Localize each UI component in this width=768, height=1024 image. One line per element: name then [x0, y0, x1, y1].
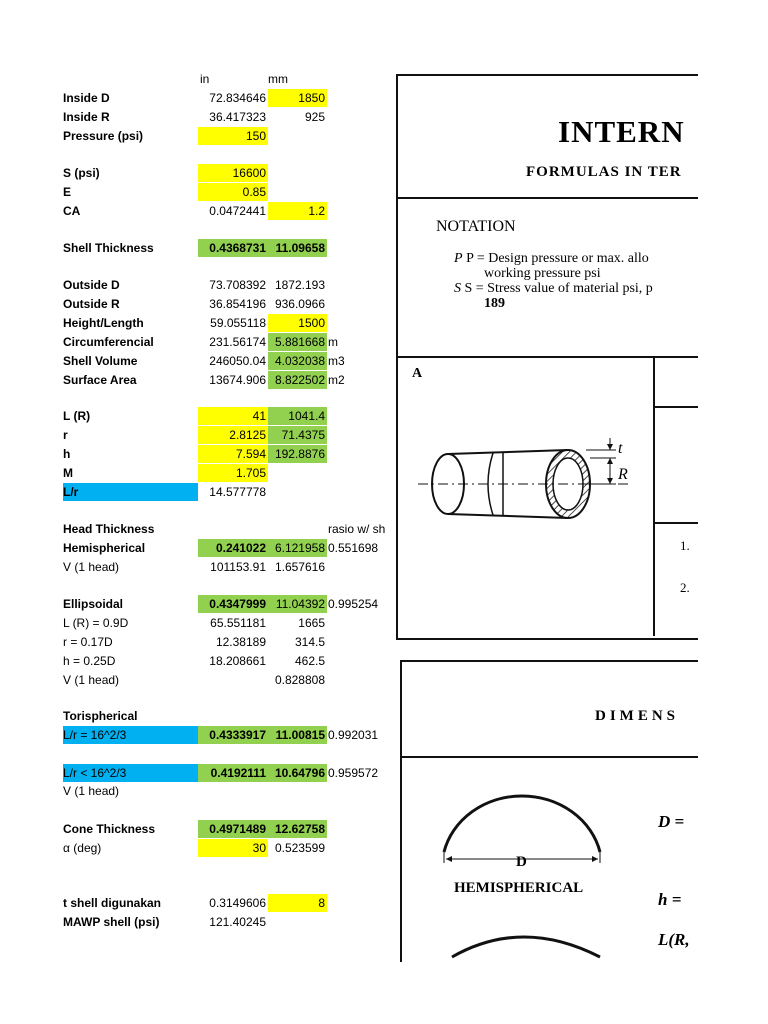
notation-heading: NOTATION [436, 218, 516, 235]
row-label[interactable]: Circumferencial [63, 335, 154, 349]
cell-extra[interactable]: m2 [328, 373, 345, 387]
cell-mm[interactable]: 0.523599 [274, 841, 325, 855]
row-label[interactable]: Surface Area [63, 373, 137, 387]
cell-in[interactable]: 0.3149606 [209, 896, 266, 910]
row-label[interactable]: t shell digunakan [63, 896, 162, 910]
cell-in[interactable]: 0.4192111 [198, 764, 268, 782]
row-label[interactable]: r [63, 428, 68, 442]
cell-extra[interactable]: 0.959572 [328, 766, 379, 780]
cell-in[interactable]: 41 [198, 407, 268, 425]
cell-in[interactable]: 121.40245 [209, 915, 266, 929]
dim-r-label: R [618, 466, 628, 483]
row-label[interactable]: Ellipsoidal [63, 597, 124, 611]
cylinder-diagram [418, 426, 648, 536]
cell-in[interactable]: 246050.04 [209, 354, 266, 368]
cell-in[interactable]: 36.854196 [209, 297, 266, 311]
cell-mm[interactable]: 71.4375 [268, 426, 327, 444]
cell-in[interactable]: 1.705 [198, 464, 268, 482]
cell-mm[interactable]: 1.2 [268, 202, 327, 220]
row-label[interactable]: Outside R [63, 297, 120, 311]
cell-in[interactable]: 72.834646 [209, 91, 266, 105]
cell-in[interactable]: 0.85 [198, 183, 268, 201]
cell-in[interactable]: 2.8125 [198, 426, 268, 444]
cell-extra[interactable]: m3 [328, 354, 345, 368]
cell-in[interactable]: 36.417323 [209, 110, 266, 124]
cell-mm[interactable]: 192.8876 [268, 445, 327, 463]
cell-in[interactable]: 18.208661 [209, 654, 266, 668]
cell-mm[interactable]: 11.00815 [268, 726, 327, 744]
dimens-title: DIMENS [595, 708, 680, 724]
cell-mm[interactable]: 12.62758 [268, 820, 327, 838]
row-label[interactable]: V (1 head) [63, 560, 120, 574]
row-label[interactable]: h [63, 447, 71, 461]
divider [402, 756, 698, 758]
row-label[interactable]: E [63, 185, 72, 199]
panel-a-label: A [412, 366, 423, 381]
cell-mm[interactable]: 1872.193 [274, 278, 325, 292]
eq-d: D = [658, 812, 685, 831]
cell-in[interactable]: 59.055118 [210, 316, 266, 330]
row-label[interactable]: L (R) = 0.9D [63, 616, 129, 630]
panel-title: INTERN [558, 114, 685, 149]
cell-mm[interactable]: 11.09658 [268, 239, 327, 257]
row-label[interactable]: MAWP shell (psi) [63, 915, 160, 929]
cell-mm[interactable]: 0.828808 [274, 673, 325, 687]
cell-in[interactable]: 0.4347999 [198, 595, 268, 613]
row-label[interactable]: CA [63, 204, 81, 218]
divider [398, 197, 698, 199]
cell-in[interactable]: 0.4333917 [198, 726, 268, 744]
row-label[interactable]: L/r = 16^2/3 [63, 726, 198, 744]
cell-in[interactable]: 0.4368731 [198, 239, 268, 257]
cell-in[interactable]: 30 [198, 839, 268, 857]
cell-in[interactable]: 7.594 [198, 445, 268, 463]
cell-mm[interactable]: 11.04392 [268, 595, 327, 613]
row-label[interactable]: L/r [63, 483, 198, 501]
cell-extra[interactable]: 0.992031 [328, 728, 379, 742]
row-label[interactable]: Inside D [63, 91, 110, 105]
row-label[interactable]: Height/Length [63, 316, 144, 330]
cell-mm[interactable]: 8 [268, 894, 327, 912]
cell-in[interactable]: 150 [198, 127, 268, 145]
row-label[interactable]: Cone Thickness [63, 822, 156, 836]
cell-mm[interactable]: 462.5 [294, 654, 325, 668]
row-label[interactable]: Shell Volume [63, 354, 138, 368]
dim-d-label: D [516, 854, 527, 870]
row-label[interactable]: Pressure (psi) [63, 129, 144, 143]
notation-text [454, 251, 653, 311]
panel-subtitle: FORMULAS IN TER [526, 164, 682, 180]
cell-mm[interactable]: 314.5 [294, 635, 325, 649]
row-label[interactable]: L (R) [63, 409, 91, 423]
cell-mm[interactable]: 4.032038 [268, 352, 327, 370]
row-number: 2. [680, 580, 690, 595]
cell-mm[interactable]: 936.0966 [274, 297, 325, 311]
row-label[interactable]: Head Thickness [63, 522, 155, 536]
cell-in[interactable]: 14.577778 [209, 485, 266, 499]
cell-mm[interactable]: 925 [304, 110, 325, 124]
eq-lr: L(R, [658, 930, 690, 949]
notation-line-working: working pressure psi [484, 266, 601, 281]
cell-in[interactable]: 0.241022 [198, 539, 268, 557]
reference-panel-dimensions [400, 660, 698, 962]
cell-in[interactable]: 12.38189 [215, 635, 266, 649]
cell-extra[interactable]: rasio w/ sh [328, 522, 386, 536]
reference-panel-formulas [396, 74, 698, 640]
row-label[interactable]: V (1 head) [63, 673, 120, 687]
row-label[interactable]: Hemispherical [63, 541, 146, 555]
notation-line-p: P P = Design pressure or max. allo [454, 251, 649, 266]
row-label[interactable]: Outside D [63, 278, 120, 292]
header-mm: mm [268, 72, 288, 86]
cell-in[interactable]: 0.4971489 [198, 820, 268, 838]
row-label[interactable]: Inside R [63, 110, 110, 124]
divider [653, 522, 698, 524]
cell-extra[interactable]: 0.995254 [328, 597, 379, 611]
dim-t-label: t [618, 440, 623, 457]
cell-in[interactable]: 13674.906 [209, 373, 266, 387]
cell-in[interactable]: 73.708392 [209, 278, 266, 292]
row-label[interactable]: α (deg) [63, 841, 102, 855]
row-label[interactable]: Shell Thickness [63, 241, 154, 255]
cell-mm[interactable]: 1665 [298, 616, 325, 630]
cell-mm[interactable]: 1.657616 [274, 560, 325, 574]
row-label[interactable]: L/r < 16^2/3 [63, 764, 198, 782]
notation-line-189: 189 [484, 296, 505, 311]
cell-in[interactable]: 101153.91 [210, 560, 266, 574]
row-label[interactable]: V (1 head) [63, 784, 120, 798]
cell-in[interactable]: 16600 [198, 164, 268, 182]
divider [653, 406, 698, 408]
cell-mm[interactable]: 1850 [268, 89, 327, 107]
row-label[interactable]: r = 0.17D [63, 635, 113, 649]
row-label[interactable]: M [63, 466, 73, 480]
cell-mm[interactable]: 6.121958 [268, 539, 327, 557]
cell-mm[interactable]: 1041.4 [268, 407, 327, 425]
divider-vertical [653, 356, 655, 636]
cell-mm[interactable]: 10.64796 [268, 764, 327, 782]
cell-mm[interactable]: 8.822502 [268, 371, 327, 389]
row-label[interactable]: Torispherical [63, 709, 138, 723]
hemispherical-label: HEMISPHERICAL [454, 880, 584, 896]
cell-extra[interactable]: 0.551698 [328, 541, 379, 555]
cell-extra[interactable]: m [328, 335, 338, 349]
eq-h: h = [658, 890, 682, 909]
notation-line-s: S S = Stress value of material psi, p [454, 281, 653, 296]
cell-in[interactable]: 65.551181 [210, 616, 266, 630]
cell-in[interactable]: 0.0472441 [209, 204, 266, 218]
row-label[interactable]: h = 0.25D [63, 654, 116, 668]
cell-mm[interactable]: 1500 [268, 314, 327, 332]
cell-in[interactable]: 231.56174 [209, 335, 266, 349]
row-number: 1. [680, 538, 690, 553]
row-label[interactable]: S (psi) [63, 166, 100, 180]
cell-mm[interactable]: 5.881668 [268, 333, 327, 351]
header-in: in [200, 72, 210, 86]
